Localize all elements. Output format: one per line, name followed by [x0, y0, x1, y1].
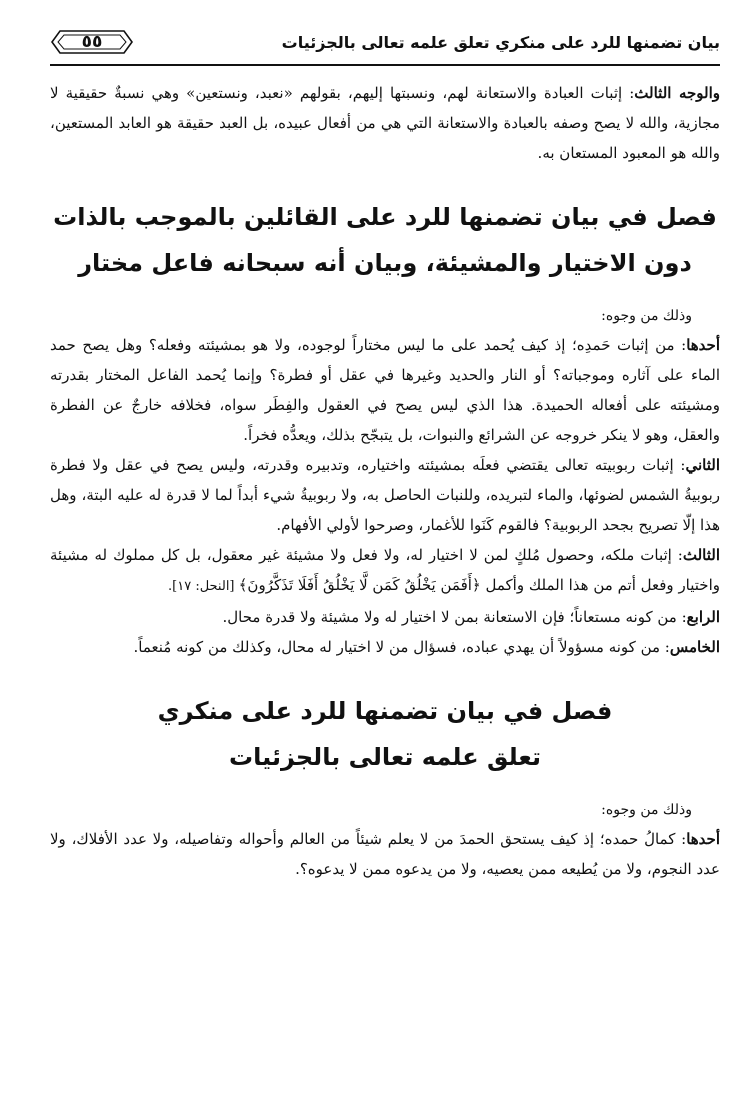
section-heading-line: فصل في بيان تضمنها للرد على منكري: [157, 697, 613, 725]
opening-paragraph: [50, 78, 720, 168]
point-lead: أحدها: [686, 830, 720, 848]
section-intro: وذلك من وجوه:: [601, 308, 692, 324]
running-header: [50, 20, 720, 66]
section-intro: وذلك من وجوه:: [601, 802, 692, 818]
point-paragraph: [50, 602, 720, 632]
point-text: : إثبات العبادة والاستعانة لهم، ونسبتها إليهم، بقولهم «نعبد، ونستعين» وهي نسبةٌ حقيقية لا مجازية، والله لا يصح وصفه بالعبادة والاستعانة التي هي من أفعال عبيده، بل العبد حقيقة هو العابد المستعين، والله هو المعبود المستعان به.: [50, 84, 720, 162]
point-text: : من كونه مسؤولاً أن يهدي عباده، فسؤال من لا اختيار له محال، وكذلك من كونه مُنعماً.: [133, 638, 670, 656]
point-text: : كمالُ حمده؛ إذ كيف يستحق الحمدَ من لا يعلم شيئاً من العالم وأحواله وتفاصيله، ولا عدد الأفلاك، ولا عدد النجوم، ولا من يُطيعه ممن يعصيه، ولا من يدعوه ممن لا يدعوه؟.: [50, 830, 720, 878]
point-text: : إثبات ملكه، وحصول مُلكٍ لمن لا اختيار له، ولا فعل ولا مشيئة غير معقول، بل كل مملوك له مشيئة واختيار وفعل أتم من هذا الملك وأكمل ﴿أَفَمَن يَخْلُقُ كَمَن لَّا يَخْلُقُ أَفَلَا تَذَكَّرُونَ﴾: [50, 546, 720, 594]
point-paragraph: [50, 632, 720, 662]
point-text: : من كونه مستعاناً؛ فإن الاستعانة بمن لا اختيار له ولا مشيئة ولا قدرة محال.: [222, 608, 687, 626]
point-lead: الثاني: [685, 456, 720, 474]
point-lead: والوجه الثالث: [634, 84, 721, 102]
point-lead: أحدها: [686, 336, 720, 354]
point-text: : من إثبات حَمدِه؛ إذ كيف يُحمد على ما ليس مختاراً لوجوده، ولا هو بمشيئته وفعله؟ وهل يصح حمد الماء على آثاره وموجباته؟ أو النار والحديد وغيرها في عقل أو فطرة؟ وإنما يُحمد الفاعل المختار بقدرته ومشيئته على أفعاله الحميدة. هذا الذي ليس يصح في العقول والفِطَر سواه، فخلافه خارجٌ عن الفطرة والعقل، وهو لا ينكر خروجه عن الشرائع والنبوات، بل يتبجّح بذلك، ويعدُّه فخراً.: [50, 336, 720, 444]
page-number: ٥٥: [81, 32, 103, 52]
section-heading-line: تعلق علمه تعالى بالجزئيات: [229, 743, 541, 771]
point-lead: الرابع: [686, 608, 720, 626]
section-heading-line: فصل في بيان تضمنها للرد على القائلين بالموجب بالذات: [53, 203, 717, 231]
section-heading-2: [50, 688, 720, 780]
quran-citation: [النحل: ١٧].: [168, 579, 239, 594]
book-page: [50, 20, 720, 1100]
point-lead: الثالث: [682, 546, 720, 564]
header-title: بيان تضمنها للرد على منكري تعلق علمه تعالى بالجزئيات: [281, 32, 720, 52]
point-lead: الخامس: [669, 638, 720, 656]
point-paragraph: [50, 540, 720, 602]
point-paragraph: [50, 450, 720, 540]
point-paragraph: [50, 330, 720, 450]
section-heading-1: [50, 194, 720, 286]
point-text: : إثبات ربوبيته تعالى يقتضي فعلَه بمشيئته واختياره، وتدبيره وقدرته، وليس يصح في عقل ولا فطرة ربوبيةُ الشمس لضوئها، والماء لتبريده، وللنبات الحاصل به، ولا ربوبيةُ شيء أبداً لما لا قدرة له عليه البتة، وهل هذا إلّا تصريح بجحد الربوبية؟ فالقوم كَنَوا للأغمار، وصرحوا لأولي الأفهام.: [50, 456, 720, 534]
point-paragraph: [50, 824, 720, 884]
section-heading-line: دون الاختيار والمشيئة، وبيان أنه سبحانه فاعل مختار: [78, 249, 692, 277]
page-number-frame: [50, 27, 134, 57]
